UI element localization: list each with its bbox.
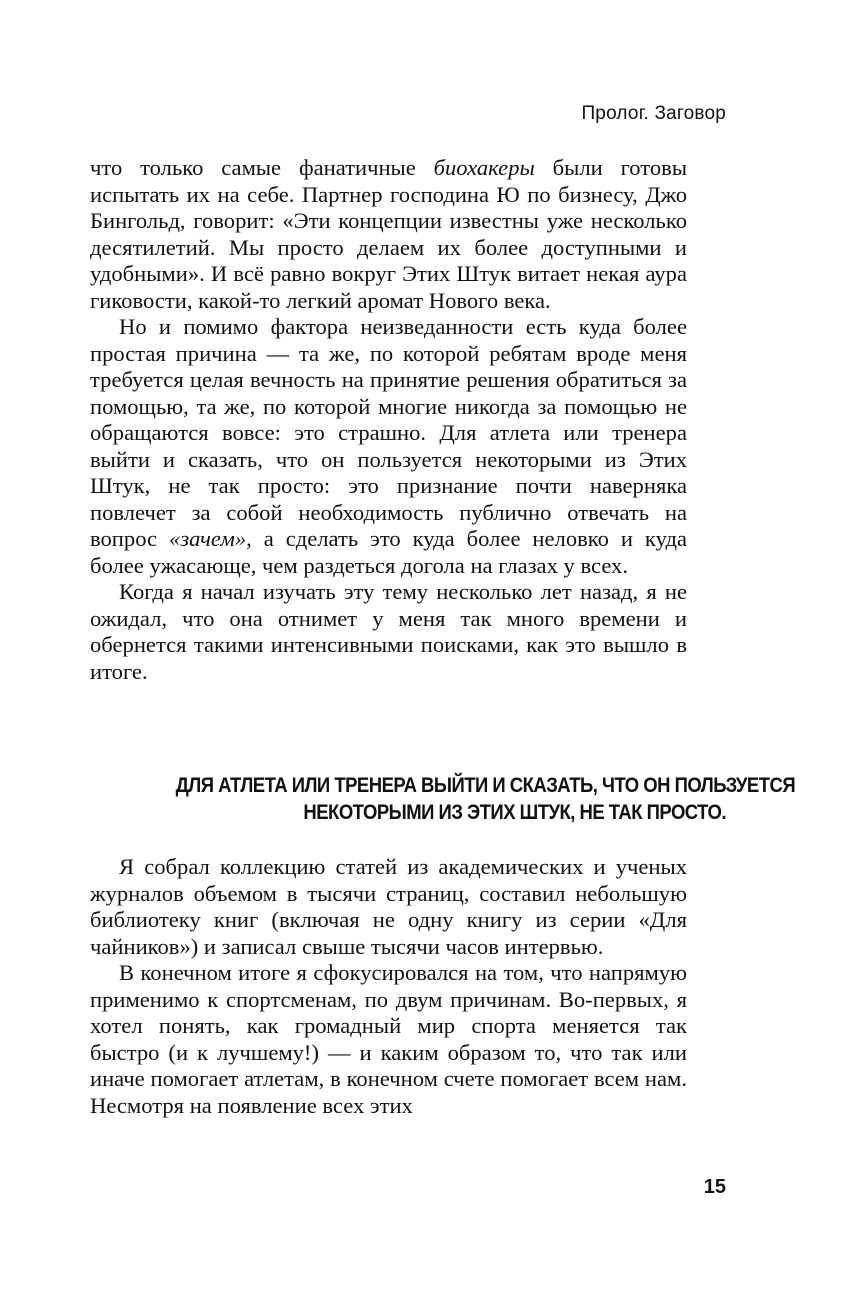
paragraph: В конечном итоге я сфокусировался на том, что напрямую применимо к спортсменам, по двум причинам. Во-первых, я хотел понять, как громадный мир спорта меняется так быстро (и к лучшему!) — и каким образом то, что так или иначе помогает атлетам, в конечном счете помогает всем нам. Несмотря на появление всех этих [90, 960, 687, 1118]
paragraph [90, 155, 687, 314]
paragraph-text: были готовы испытать их на себе. Партнер господина Ю по бизнесу, Джо Бингольд, говорит: «Эти концепции известны уже несколько десятилетий. Мы просто делаем их более доступными и удобными». И всё равно вокруг Этих Штук витает некая аура гиковости, какой-то легкий аромат Нового века. [90, 155, 688, 313]
page-number: 15 [703, 1176, 726, 1198]
paragraph [90, 314, 687, 579]
text-block-lower [90, 854, 687, 1119]
pull-quote-line: ДЛЯ АТЛЕТА ИЛИ ТРЕНЕРА ВЫЙТИ И СКАЗАТЬ, ЧТО ОН ПОЛЬЗУЕТСЯ [175, 773, 796, 797]
paragraph-text: , а сделать это куда более неловко и куда более ужасающе, чем раздеться догола на глазах у всех. [90, 526, 687, 578]
italic-term: «зачем» [169, 526, 247, 551]
pull-quote [175, 772, 796, 826]
paragraph-text: Но и помимо фактора неизведанности есть куда более простая причина — та же, по которой ребятам вроде меня требуется целая вечность на принятие решения обратиться за помощью, та же, по которой многие никогда за помощью не обращаются вовсе: это страшно. Для атлета или тренера выйти и сказать, что он пользуется некоторыми из Этих Штук, не так просто: это признание почти наверняка повлечет за собой необходимость публично отвечать на вопрос [90, 314, 687, 551]
paragraph-text: что только самые фанатичные [90, 155, 434, 180]
pull-quote-line: НЕКОТОРЫМИ ИЗ ЭТИХ ШТУК, НЕ ТАК ПРОСТО. [303, 800, 726, 824]
paragraph: Я собрал коллекцию статей из академических и ученых журналов объемом в тысячи страниц, составил небольшую библиотеку книг (включая не одну книгу из серии «Для чайников») и записал свыше тысячи часов интервью. [90, 854, 687, 959]
italic-term: биохакеры [433, 155, 535, 180]
running-head: Пролог. Заговор [581, 103, 726, 124]
text-block-upper [90, 155, 687, 685]
paragraph: Когда я начал изучать эту тему несколько лет назад, я не ожидал, что она отнимет у меня так много времени и обернется такими интенсивными поисками, как это вышло в итоге. [90, 579, 687, 684]
